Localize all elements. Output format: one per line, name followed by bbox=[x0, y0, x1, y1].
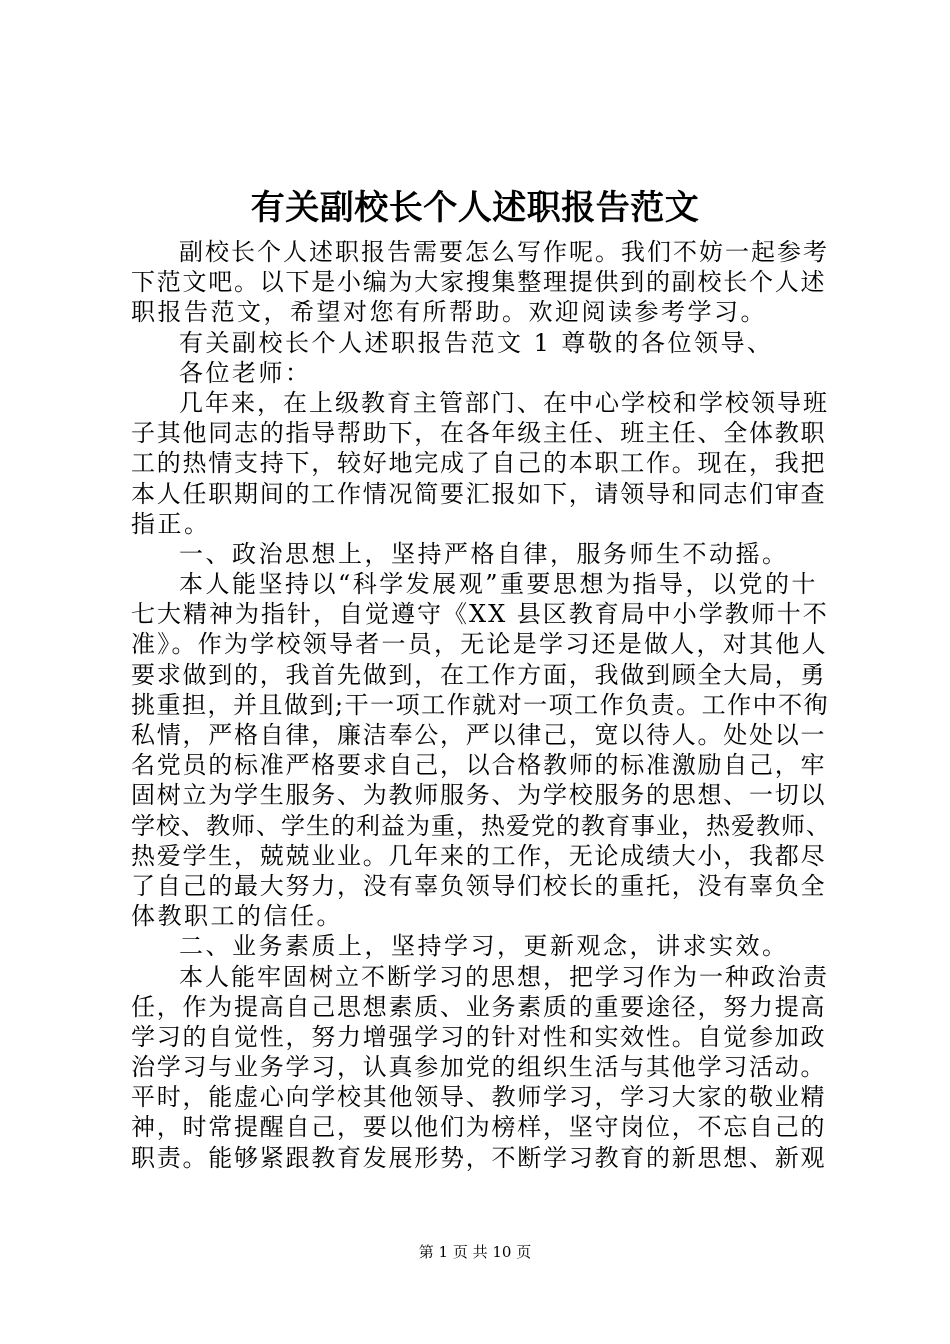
text-line: 体教职工的信任。 bbox=[131, 902, 343, 931]
text-line: 挑重担，并且做到;干一项工作就对一项工作负责。工作中不徇 bbox=[131, 690, 830, 719]
text-line: 子其他同志的指导帮助下，在各年级主任、班主任、全体教职 bbox=[131, 419, 827, 448]
text-line: 任，作为提高自己思想素质、业务素质的重要途径，努力提高 bbox=[131, 992, 827, 1021]
text-line: 固树立为学生服务、为教师服务、为学校服务的思想、一切以 bbox=[131, 781, 827, 810]
text-line: 平时，能虚心向学校其他领导、教师学习，学习大家的敬业精 bbox=[131, 1083, 827, 1112]
text-line: 神，时常提醒自己，要以他们为榜样，坚守岗位，不忘自己的 bbox=[131, 1113, 827, 1142]
text-line: 有关副校长个人述职报告范文 1 尊敬的各位领导、 bbox=[179, 328, 774, 357]
text-line: 名党员的标准严格要求自己，以合格教师的标准激励自己，牢 bbox=[131, 751, 827, 780]
text-line: 二、业务素质上，坚持学习，更新观念，讲求实效。 bbox=[179, 932, 789, 961]
text-line: 副校长个人述职报告需要怎么写作呢。我们不妨一起参考 bbox=[179, 238, 829, 266]
text-line: 私情，严格自律，廉洁奉公，严以律己，宽以待人。处处以一 bbox=[131, 721, 827, 749]
text-line: 学校、教师、学生的利益为重，热爱党的教育事业，热爱教师、 bbox=[131, 811, 831, 840]
text-line: 各位老师： bbox=[179, 358, 312, 387]
text-line: 要求做到的，我首先做到，在工作方面，我做到顾全大局，勇 bbox=[131, 660, 827, 689]
text-line: 一、政治思想上，坚持严格自律，服务师生不动摇。 bbox=[179, 539, 789, 568]
text-line: 几年来，在上级教育主管部门、在中心学校和学校领导班 bbox=[179, 388, 829, 417]
text-line: 七大精神为指针，自觉遵守《XX 县区教育局中小学教师十不 bbox=[131, 600, 829, 629]
document-body bbox=[131, 237, 831, 1173]
text-line: 本人能坚持以“科学发展观”重要思想为指导，以党的十 bbox=[179, 570, 819, 599]
text-line: 下范文吧。以下是小编为大家搜集整理提供到的副校长个人述 bbox=[131, 268, 827, 297]
text-line: 职责。能够紧跟教育发展形势，不断学习教育的新思想、新观 bbox=[131, 1143, 827, 1172]
text-line: 学习的自觉性，努力增强学习的针对性和实效性。自觉参加政 bbox=[131, 1022, 827, 1051]
document-title: 有关副校长个人述职报告范文 bbox=[250, 188, 700, 228]
text-line: 指正。 bbox=[131, 509, 211, 538]
text-line: 本人能牢固树立不断学习的思想，把学习作为一种政治责 bbox=[179, 962, 829, 991]
page-footer: 第 1 页 共 10 页 bbox=[418, 1243, 532, 1261]
text-line: 热爱学生，兢兢业业。几年来的工作，无论成绩大小，我都尽 bbox=[131, 841, 827, 870]
text-line: 本人任职期间的工作情况简要汇报如下，请领导和同志们审查 bbox=[131, 479, 827, 508]
text-line: 治学习与业务学习，认真参加党的组织生活与其他学习活动。 bbox=[131, 1053, 827, 1082]
text-line: 了自己的最大努力，没有辜负领导们校长的重托，没有辜负全 bbox=[131, 871, 827, 900]
text-line: 工的热情支持下，较好地完成了自己的本职工作。现在，我把 bbox=[131, 449, 827, 478]
text-line: 准》。作为学校领导者一员，无论是学习还是做人，对其他人 bbox=[131, 630, 828, 659]
text-line: 职报告范文，希望对您有所帮助。欢迎阅读参考学习。 bbox=[131, 298, 767, 327]
